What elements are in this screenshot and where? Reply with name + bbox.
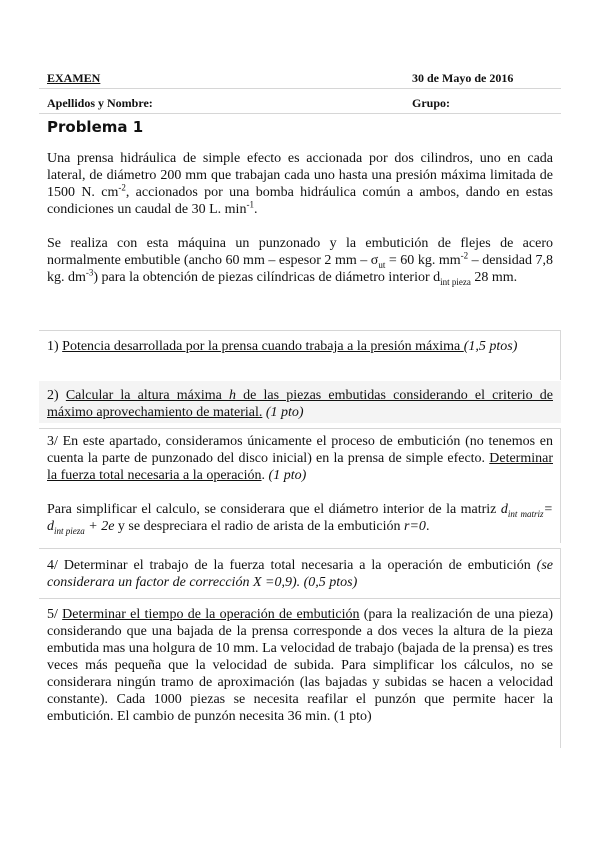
exam-label: EXAMEN xyxy=(47,71,101,85)
group-label: Grupo: xyxy=(412,96,451,110)
intro-paragraph-2: Se realiza con esta máquina un punzonado y la embutición de flejes de acero normalmente embutible (ancho 60 mm – espesor 2 mm – $\sigma_{ut} = 60$ kg. $mm^{-2}$ – densidad 7,8 kg. $dm^{-3}$) para la obtención de piezas cilíndricas de diámetro interior $d_{int pieza}$ 28 mm. xyxy=(47,236,553,287)
section-divider xyxy=(39,548,561,549)
header-divider xyxy=(39,88,561,89)
section-divider xyxy=(39,598,561,599)
section-border xyxy=(560,598,561,748)
question-3: 3/ En este apartado, consideramos únicamente el proceso de embutición (no tenemos en cuenta la parte de punzonado del disco inicial) en la prensa de simple efecto. Determinar la fuerza total necesaria a la operación. (1 pto) xyxy=(47,434,553,483)
question-1: 1) Potencia desarrollada por la prensa cuando trabaja a la presión máxima (1,5 ptos) xyxy=(47,339,518,354)
question-2: 2) Calcular la altura máxima h de las piezas embutidas considerando el criterio de máximo aprovechamiento de material. (1 pto) xyxy=(47,388,553,420)
question-4: 4/ Determinar el trabajo de la fuerza total necesaria a la operación de embutición (se considerara un factor de corrección X =0,9). (0,5 ptos) xyxy=(47,558,553,590)
question-3-simplification: Para simplificar el calculo, se considerara que el diámetro interior de la matriz $d_{int matriz}= d_{int pieza} + 2e$ y se despreciara el radio de arista de la embutición r=0. xyxy=(47,502,553,536)
section-border xyxy=(560,330,561,380)
section-border xyxy=(560,548,561,598)
intro-paragraph-1: Una prensa hidráulica de simple efecto es accionada por dos cilindros, uno en cada lateral, de diámetro 200 mm que trabajan cada uno hasta una presión máxima limitada de 1500 N. $cm^{-2}$, accionados por una bomba hidráulica común a ambos, dando en estas condiciones un caudal de 30 L. $\min^{-1}$. xyxy=(47,151,554,217)
problem-title: Problema 1 xyxy=(47,118,144,136)
section-border xyxy=(560,428,561,543)
section-divider xyxy=(39,428,561,429)
section-divider xyxy=(39,330,561,331)
name-label: Apellidos y Nombre: xyxy=(47,96,153,110)
exam-date: 30 de Mayo de 2016 xyxy=(412,71,514,85)
header-divider xyxy=(39,113,561,114)
question-5: 5/ Determinar el tiempo de la operación de embutición (para la realización de una pieza) considerando que una bajada de la prensa corresponde a dos veces la altura de la pieza embutida mas una holgura de 10 mm. La velocidad de trabajo (bajada de la prensa) es tres veces más pequeña que la velocidad de subida. Para simplificar los cálculos, no se considerara ningún tramo de aproximación (las bajadas y subidas se hacen a velocidad constante). Cada 1000 piezas se necesita reafilar el punzón que permite hacer la embutición. El cambio de punzón necesita 36 min. (1 pto) xyxy=(47,607,553,724)
